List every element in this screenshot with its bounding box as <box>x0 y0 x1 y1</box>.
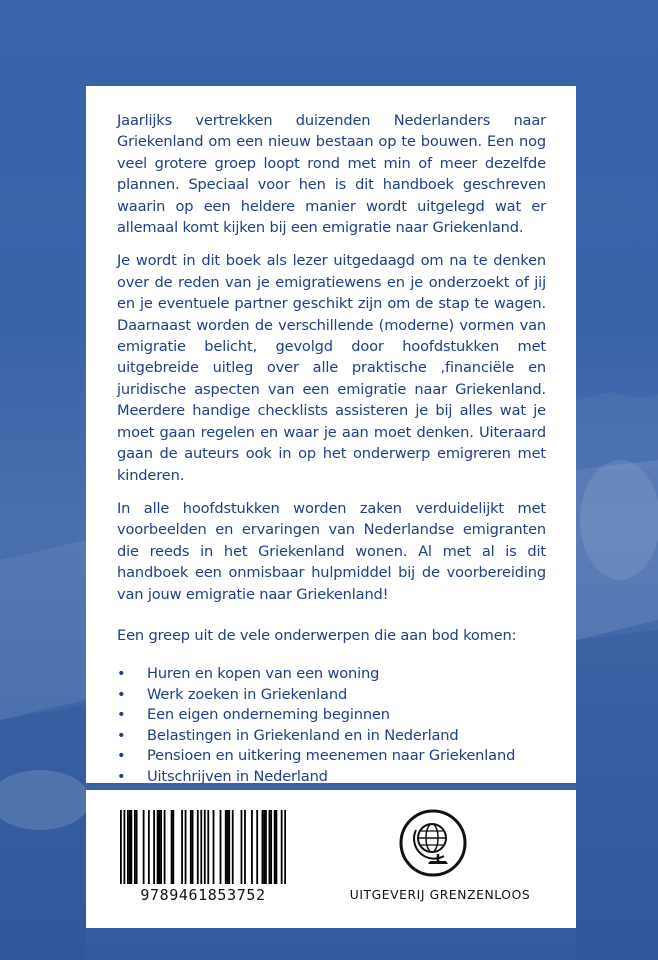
barcode-bar <box>129 810 131 884</box>
back-cover-text-panel <box>86 86 576 783</box>
barcode-bar <box>281 810 283 884</box>
barcode-bar <box>213 810 215 884</box>
bullet-icon: • <box>117 747 126 765</box>
bullet-icon: • <box>117 685 126 703</box>
topics-intro: Een greep uit de vele onderwerpen die aan bod komen: <box>117 626 517 644</box>
globe-icon <box>398 808 468 878</box>
barcode-bar <box>270 810 272 884</box>
barcode-bar <box>143 810 145 884</box>
barcode-bar <box>185 810 187 884</box>
barcode-bar <box>220 810 222 884</box>
barcode-bar <box>171 810 173 884</box>
list-item: • Huren en kopen van een woning <box>117 664 546 685</box>
barcode-bar <box>181 810 183 884</box>
barcode-bar <box>148 810 150 884</box>
list-item: • Een eigen onderneming beginnen <box>117 705 546 726</box>
description-paragraph-3: In alle hoofdstukken worden zaken verduidelijkt met voorbeelden en ervaringen van Nederlandse emigranten die reeds in het Griekenland wonen. Al met al is dit handboek een onmisbaar hulpmiddel bij de voorbereiding van jouw emigratie naar Griekenland! <box>117 499 546 603</box>
barcode-bar <box>127 810 129 884</box>
list-item: • Uitschrijven in Nederland <box>117 767 546 788</box>
publisher-name: UITGEVERIJ GRENZENLOOS <box>349 888 531 902</box>
bullet-icon: • <box>117 767 126 785</box>
barcode-bar <box>158 810 160 884</box>
barcode-bar <box>157 810 159 884</box>
barcode-bar <box>200 810 202 884</box>
barcode-bar <box>232 810 234 884</box>
barcode-bar <box>228 810 230 884</box>
barcode-bar <box>274 810 276 884</box>
barcode-bar <box>276 810 278 884</box>
barcode-bar <box>160 810 162 884</box>
barcode <box>120 810 286 884</box>
barcode-bar <box>192 810 194 884</box>
barcode-bar <box>134 810 136 884</box>
barcode-bar <box>284 810 286 884</box>
barcode-bar <box>190 810 192 884</box>
barcode-bar <box>251 810 253 884</box>
list-item: • Werk zoeken in Griekenland <box>117 685 546 706</box>
barcode-bar <box>153 810 155 884</box>
barcode-bar <box>241 810 243 884</box>
barcode-bar <box>207 810 209 884</box>
isbn-number: 9789461853752 <box>140 886 266 904</box>
barcode-bar <box>123 810 125 884</box>
barcode-bar <box>256 810 258 884</box>
description-paragraph-1: Jaarlijks vertrekken duizenden Nederlanders naar Griekenland om een nieuw bestaan op te bouwen. Een nog veel grotere groep loopt rond met min of meer dezelfde plannen. Speciaal voor hen is dit handboek geschreven waarin op een heldere manier wordt uitgelegd wat er allemaal komt kijken bij een emigratie naar Griekenland. <box>117 112 546 237</box>
list-item: • Pensioen en uitkering meenemen naar Griekenland <box>117 746 546 767</box>
barcode-bar <box>265 810 267 884</box>
barcode-bar <box>136 810 138 884</box>
bullet-icon: • <box>117 664 126 682</box>
bullet-icon: • <box>117 706 126 724</box>
barcode-bar <box>269 810 271 884</box>
back-cover-footer <box>86 790 576 928</box>
barcode-bar <box>120 810 122 884</box>
barcode-bar <box>244 810 246 884</box>
bullet-icon: • <box>117 726 126 744</box>
barcode-bar <box>164 810 166 884</box>
barcode-bar <box>262 810 264 884</box>
barcode-bar <box>172 810 174 884</box>
list-item: • Belastingen in Griekenland en in Nederland <box>117 726 546 747</box>
description-paragraph-2: Je wordt in dit boek als lezer uitgedaagd om na te denken over de reden van je emigratiewens en je onderzoekt of jij en je eventuele partner geschikt zijn om de stap te wagen. Daarnaast worden de verschillende (moderne) vormen van emigratie belicht, gevolgd door hoofdstukken met uitgebreide uitleg over alle praktische ,financiële en juridische aspecten van een emigratie naar Griekenland. Meerdere handige checklists assisteren je bij alles wat je moet gaan regelen en waar je aan moet denken. Uiteraard gaan de auteurs ook in op het onderwerp emigreren met kinderen. <box>117 252 546 484</box>
barcode-bar <box>263 810 265 884</box>
barcode-bar <box>197 810 199 884</box>
barcode-bar <box>130 810 132 884</box>
barcode-bar <box>204 810 206 884</box>
barcode-bar <box>225 810 227 884</box>
barcode-bar <box>227 810 229 884</box>
